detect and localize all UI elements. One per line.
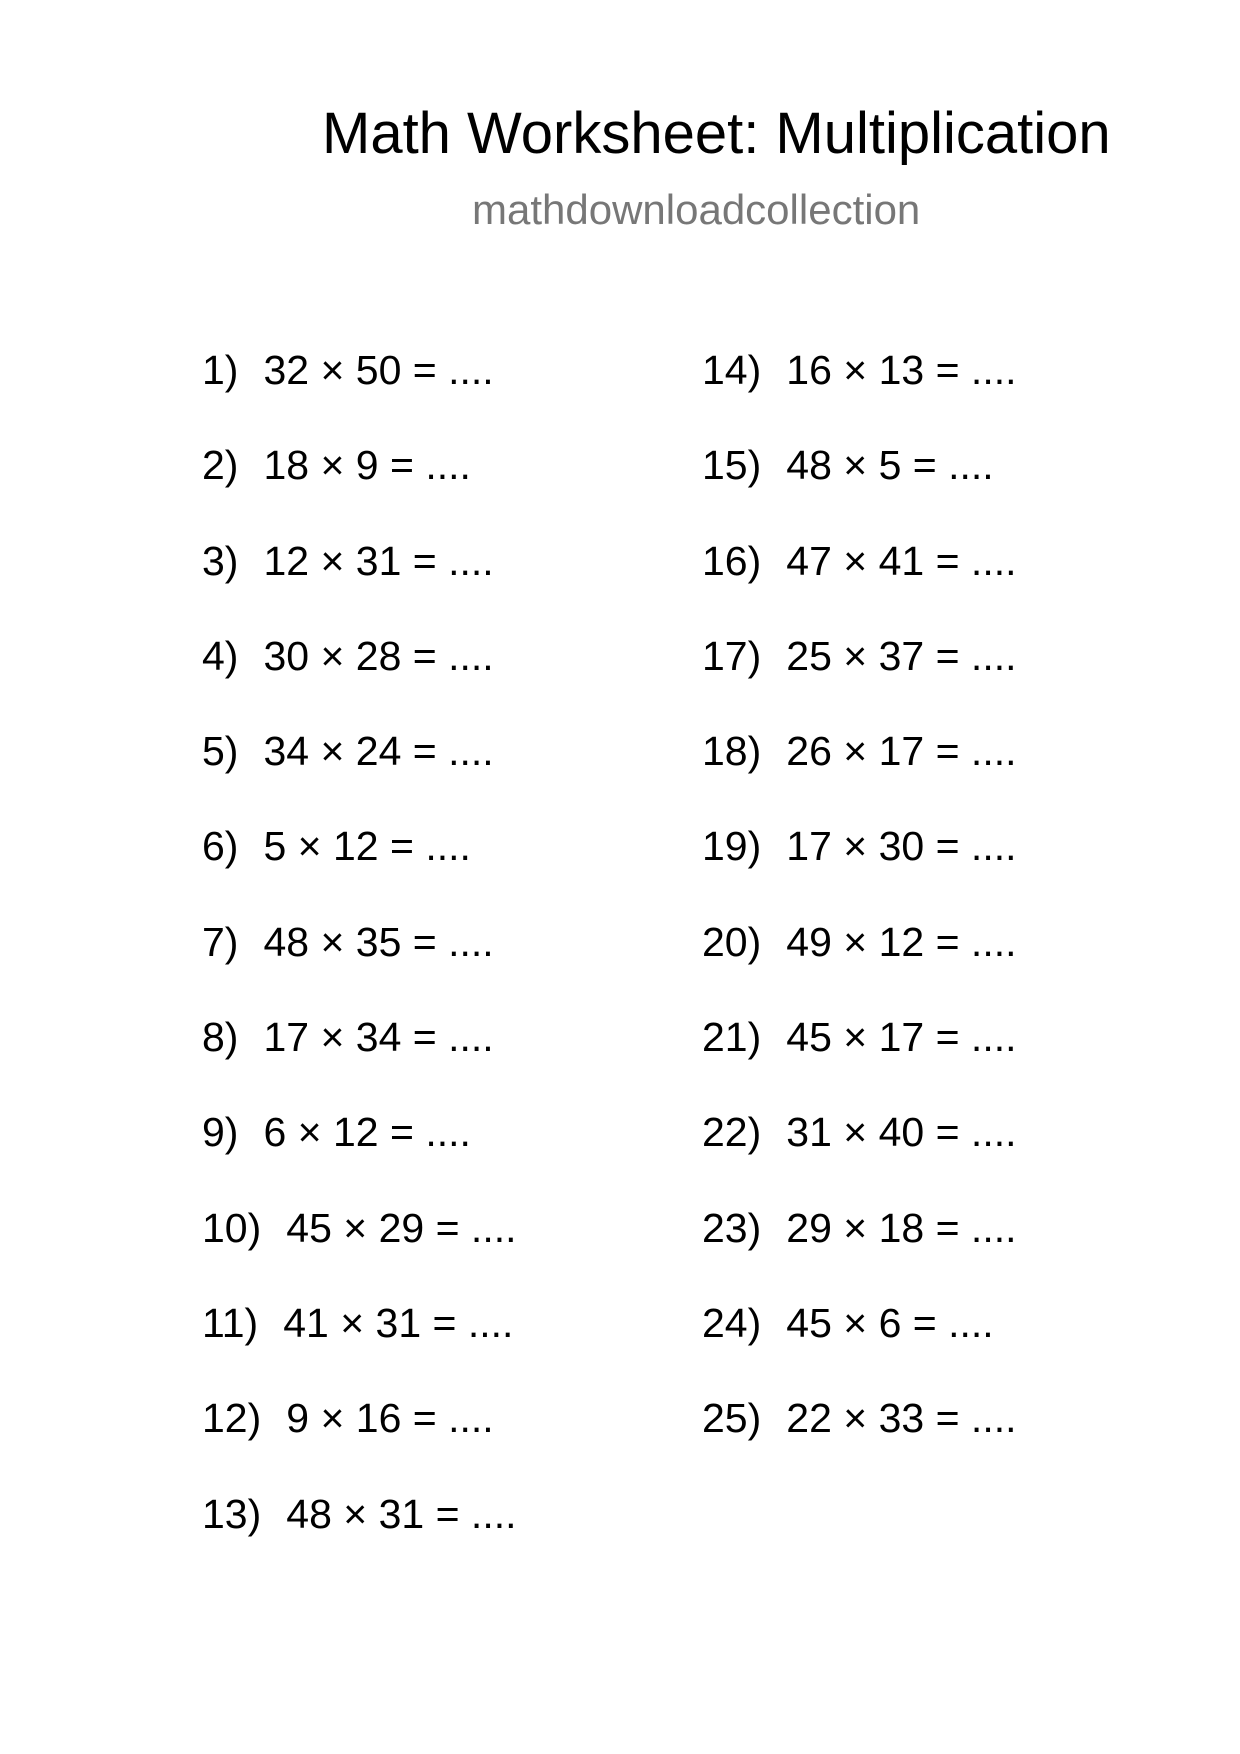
problem-number: 22) — [702, 1109, 762, 1156]
problem-number: 5) — [202, 728, 239, 775]
problem-expression: 34 × 24 = .... — [263, 728, 494, 775]
problem-expression: 25 × 37 = .... — [786, 632, 1017, 679]
problem-number: 2) — [202, 442, 239, 489]
problem-expression: 6 × 12 = .... — [263, 1109, 471, 1156]
problems-column-left — [202, 345, 517, 1584]
problem-number: 4) — [202, 632, 239, 679]
problem-expression: 45 × 6 = .... — [786, 1299, 994, 1346]
problem-item — [202, 1107, 517, 1202]
problem-number: 11) — [202, 1299, 259, 1346]
problem-number: 24) — [702, 1299, 762, 1346]
problem-number: 20) — [702, 918, 762, 965]
problem-expression: 9 × 16 = .... — [286, 1395, 494, 1442]
problem-number: 6) — [202, 823, 239, 870]
problem-item — [202, 1012, 517, 1107]
problem-number: 9) — [202, 1109, 239, 1156]
problem-number: 19) — [702, 823, 762, 870]
problem-expression: 5 × 12 = .... — [263, 823, 471, 870]
problem-expression: 41 × 31 = .... — [283, 1299, 514, 1346]
problem-number: 13) — [202, 1490, 262, 1537]
problem-number: 18) — [702, 728, 762, 775]
problem-number: 8) — [202, 1014, 239, 1061]
worksheet-title: Math Worksheet: Multiplication — [322, 101, 1111, 166]
problem-item — [202, 1393, 517, 1488]
problem-number: 15) — [702, 442, 762, 489]
problem-item — [202, 917, 517, 1012]
problem-number: 21) — [702, 1014, 762, 1061]
problem-number: 25) — [702, 1395, 762, 1442]
problem-expression: 31 × 40 = .... — [786, 1109, 1017, 1156]
problem-expression: 18 × 9 = .... — [263, 442, 471, 489]
problem-expression: 17 × 30 = .... — [786, 823, 1017, 870]
problem-item — [702, 1393, 1017, 1488]
problem-expression: 30 × 28 = .... — [263, 632, 494, 679]
problem-item — [202, 440, 517, 535]
problem-item — [702, 536, 1017, 631]
problem-number: 7) — [202, 918, 239, 965]
problem-item — [702, 1012, 1017, 1107]
problem-item — [202, 631, 517, 726]
problem-item — [702, 917, 1017, 1012]
problem-expression: 47 × 41 = .... — [786, 537, 1017, 584]
problem-item — [202, 536, 517, 631]
problem-number: 17) — [702, 632, 762, 679]
problem-number: 1) — [202, 347, 239, 393]
problem-expression: 17 × 34 = .... — [263, 1014, 494, 1061]
problem-item — [702, 1298, 1017, 1393]
problem-expression: 32 × 50 = .... — [263, 347, 494, 393]
problem-expression: 12 × 31 = .... — [263, 537, 494, 584]
problem-expression: 48 × 35 = .... — [263, 918, 494, 965]
problem-item — [202, 345, 517, 440]
problem-item — [702, 440, 1017, 535]
problem-item — [702, 726, 1017, 821]
problem-number: 23) — [702, 1204, 762, 1251]
problems-column-right — [702, 345, 1017, 1489]
problem-expression: 45 × 29 = .... — [286, 1204, 517, 1251]
problem-item — [702, 821, 1017, 916]
problem-expression: 49 × 12 = .... — [786, 918, 1017, 965]
problem-number: 12) — [202, 1395, 262, 1442]
problem-number: 14) — [702, 347, 762, 393]
problem-item — [702, 1107, 1017, 1202]
problem-expression: 26 × 17 = .... — [786, 728, 1017, 775]
problem-number: 16) — [702, 537, 762, 584]
problem-item — [202, 1298, 517, 1393]
problem-item — [702, 345, 1017, 440]
problem-number: 10) — [202, 1204, 262, 1251]
problem-expression: 29 × 18 = .... — [786, 1204, 1017, 1251]
problem-expression: 48 × 5 = .... — [786, 442, 994, 489]
problem-item — [702, 1203, 1017, 1298]
problem-expression: 16 × 13 = .... — [786, 347, 1017, 393]
problem-expression: 22 × 33 = .... — [786, 1395, 1017, 1442]
problem-expression: 45 × 17 = .... — [786, 1014, 1017, 1061]
problem-item — [702, 631, 1017, 726]
problem-item — [202, 1203, 517, 1298]
problem-number: 3) — [202, 537, 239, 584]
problem-item — [202, 1489, 517, 1584]
problem-expression: 48 × 31 = .... — [286, 1490, 517, 1537]
worksheet-subtitle: mathdownloadcollection — [472, 186, 921, 233]
problem-item — [202, 821, 517, 916]
problem-item — [202, 726, 517, 821]
